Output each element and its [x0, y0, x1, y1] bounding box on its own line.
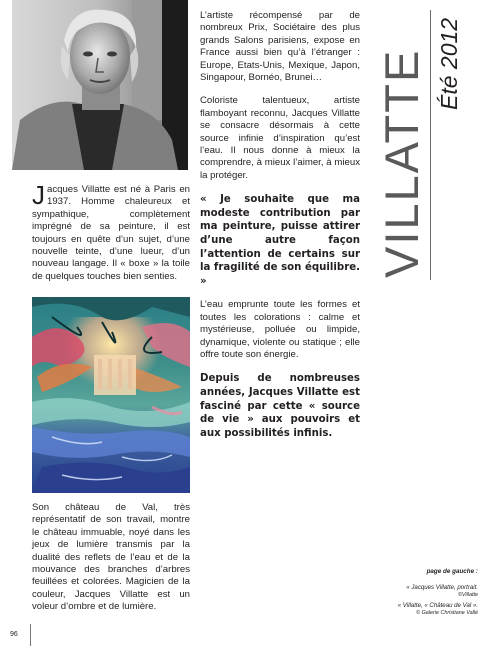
- artist-intro-paragraph: [32, 180, 190, 283]
- chateau-de-val-painting: [32, 297, 190, 493]
- caption-portrait: [406, 584, 478, 600]
- main-article-column: [200, 10, 360, 451]
- caption-portrait-text: « Jacques Villatte, portrait.: [406, 584, 478, 591]
- caption-heading: page de gauche :: [426, 568, 478, 575]
- intro-text: acques Villatte est né à Paris en 1937. Homme chaleureux et sympathique, complètement imprégné de sa peinture, il est toujours en quête d’un sujet, d’une nouvelle teinte, d’une lueur, d’un nouveau langage. Il « boxe » la toile de quelques touches bien senties.: [32, 184, 190, 282]
- paragraph-water: L’eau emprunte toute les formes et toutes les colorations : calme et mystérieuse, polluée ou limpide, dynamique, violente ou statique ; elle offre toute son énergie.: [200, 299, 360, 361]
- caption-portrait-credit: ©Villatte: [457, 592, 478, 599]
- issue-season: Été 2012: [436, 17, 462, 110]
- dropcap: J: [32, 180, 45, 210]
- paragraph-fascination: Depuis de nombreuses années, Jacques Villatte est fasciné par cette « source de vie » aux pouvoirs et aux possibilités infinis.: [200, 373, 360, 439]
- artist-portrait-photo: [12, 0, 188, 170]
- article-title: VILLATTE: [375, 48, 428, 278]
- painting-description-paragraph: Son château de Val, très représentatif de son travail, montre le château immuable, noyé dans les jeux de lumière transmis par la dualité des reflets de l’eau et de la mouvance des branches d’arbres feuillées et colorées. Magicien de la couleur, Jacques Villatte est un voleur d’ombre et de lumière.: [32, 502, 190, 613]
- paragraph-colorist: Coloriste talentueux, artiste flamboyant reconnu, Jacques Villatte se consacre désormais à cette source infinie d’inspiration qu’est l’eau. Il nous donne à mieux la comprendre, à mieux l’aimer, à mieux la protéger.: [200, 95, 360, 181]
- caption-painting: [398, 602, 478, 618]
- title-divider: [430, 10, 431, 280]
- caption-painting-text: « Villatte, « Château de Val ».: [397, 602, 478, 609]
- artist-quote: « Je souhaite que ma modeste contribution par ma peinture, puisse attirer d’une autre façon l’attention de certains sur la fragilité de son équilibre. »: [200, 194, 360, 287]
- page-number: 96: [10, 631, 18, 638]
- paragraph-awards: L’artiste récompensé par de nombreux Prix, Sociétaire des plus grands Salons parisiens, expose en France aussi bien qu’à l’étranger : Europe, Etats-Unis, Mexique, Japon, Singapour, Bornéo, Brunei…: [200, 10, 360, 84]
- caption-painting-credit: © Galerie Christiane Vallé: [416, 610, 478, 617]
- footer-rule: [30, 624, 31, 646]
